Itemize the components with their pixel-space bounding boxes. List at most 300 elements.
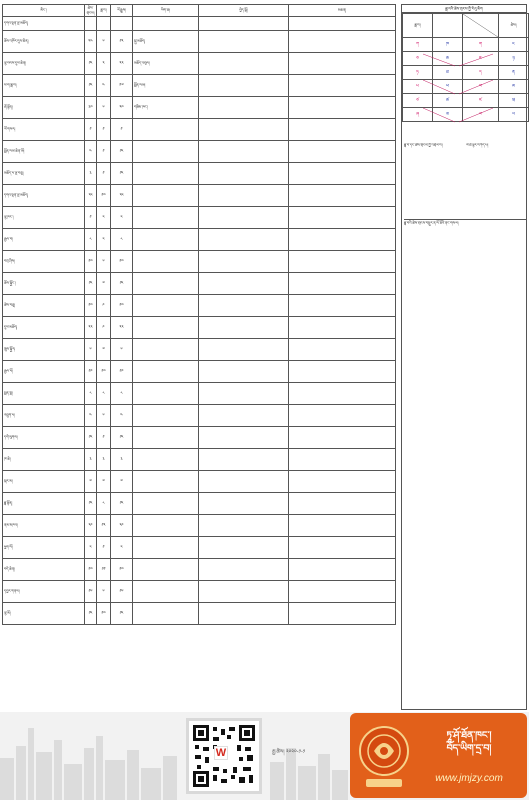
cell-activity (199, 317, 289, 339)
side-cell (463, 66, 499, 80)
cell-history: ༡༥ (111, 603, 133, 625)
cell-number: ༡༠ (85, 559, 97, 581)
cell-note (289, 207, 396, 229)
cell-month: ༦ (97, 31, 111, 53)
cell-history: ༢༢ (111, 53, 133, 75)
cell-name: སྨོན་ལམ་ཆེན་མོ། (3, 141, 85, 163)
cell-name: ས་ག་ཟླ་བ། (3, 75, 85, 97)
cell-name: མཆོད་པ་ལྔ་བཅུ། (3, 163, 85, 185)
qr-code[interactable] (186, 718, 262, 794)
table-row (3, 581, 396, 603)
brand-title-line-1: ཏཱ་ཤོ་ཐོན་ཁང་། (446, 730, 492, 741)
cell-note (289, 427, 396, 449)
table-row (3, 119, 396, 141)
cell-history: ༡༠ (111, 251, 133, 273)
cell-history: ༡༦ (111, 581, 133, 603)
cell-name: ལྷ་ཁང་། (3, 207, 85, 229)
side-cell (499, 66, 529, 80)
side-mark: ད (479, 69, 482, 75)
cell-activity (199, 493, 289, 515)
cell-number: ༨ (85, 229, 97, 251)
side-row (403, 94, 529, 108)
cell-name: སྨན་བླ། (3, 383, 85, 405)
cell-object (133, 207, 199, 229)
cell-month: ༡༠ (97, 185, 111, 207)
cell-note (289, 493, 396, 515)
cell-month: ༣ (97, 449, 111, 471)
cell-object: སྐུ་མཆོད། (133, 31, 199, 53)
side-row (403, 66, 529, 80)
side-cell (499, 38, 529, 52)
table-row (3, 383, 396, 405)
cell-activity (199, 141, 289, 163)
cell-activity (199, 295, 289, 317)
side-mark: ཆ (445, 55, 450, 61)
table-row (3, 185, 396, 207)
header-number: ཚེས་གྲངས། (85, 5, 97, 17)
cell-number: ༢༩ (85, 515, 97, 537)
side-row (403, 52, 529, 66)
side-mark: ག (478, 41, 483, 47)
side-mark: ཁ (445, 41, 450, 47)
cell-note (289, 295, 396, 317)
cell-activity (199, 163, 289, 185)
cell-name: ཁྲུས་སྐྱོར། (3, 339, 85, 361)
cell-activity (199, 581, 289, 603)
side-col-mid (433, 14, 463, 38)
cell-history: ༡༥ (111, 427, 133, 449)
cell-month: ༦ (97, 405, 111, 427)
cell-note (289, 163, 396, 185)
brand-title (414, 729, 524, 755)
cell-name: འབྲུག་པ། (3, 405, 85, 427)
table-row (3, 449, 396, 471)
side-cell (403, 38, 433, 52)
cell-month: ༦ (97, 251, 111, 273)
cell-number: ༣ (85, 449, 97, 471)
cell-number: ༡༥ (85, 273, 97, 295)
brand-logo-icon (356, 721, 412, 791)
cell-name: དབྱར་གནས། (3, 581, 85, 603)
cell-activity (199, 603, 289, 625)
cell-number: ༡ (85, 119, 97, 141)
side-row (403, 80, 529, 94)
cell-activity (199, 405, 289, 427)
side-mark: ཛ (479, 97, 482, 103)
header-month: ཟླ་བ། (97, 5, 111, 17)
side-cell (433, 108, 463, 122)
side-cell (499, 108, 529, 122)
cell-object (133, 493, 199, 515)
cell-history: ༡༥ (111, 141, 133, 163)
cell-history: ༣ (111, 449, 133, 471)
cell-object (133, 471, 199, 493)
cell-name: དགའ་ལྡན་ལྔ་མཆོད། (3, 185, 85, 207)
cell-object (133, 273, 199, 295)
cell-name: དགེ་ལུགས། (3, 427, 85, 449)
side-cell (463, 38, 499, 52)
side-mark: ཞ (415, 111, 420, 117)
cell-month: ༡ (97, 141, 111, 163)
cell-object (133, 515, 199, 537)
cell-note (289, 383, 396, 405)
side-cell (463, 80, 499, 94)
cell-number: ༡༥ (85, 53, 97, 75)
cell-object (133, 405, 199, 427)
side-row (403, 38, 529, 52)
cell-note (289, 53, 396, 75)
cell-note (289, 581, 396, 603)
cell-number: ༡༥ (85, 603, 97, 625)
side-panel (401, 4, 527, 710)
cell-history: ༡༥ (111, 493, 133, 515)
cell-history: ༥ (111, 537, 133, 559)
cell-number: ༤ (85, 405, 97, 427)
side-cell (499, 52, 529, 66)
cell-note (289, 449, 396, 471)
cell-history: ༡༩ (111, 361, 133, 383)
brand-banner[interactable] (350, 713, 527, 798)
cell-name: དུས་མཆོད། (3, 317, 85, 339)
cell-name: ཚེས་བཅུ། (3, 295, 85, 317)
cell-history: ༤ (111, 405, 133, 427)
side-cell (499, 94, 529, 108)
cell-month: ༡ (97, 119, 111, 141)
cell-month: ༡༠ (97, 361, 111, 383)
cell-name: དགའ་ལྡན་ལྔ་མཆོད། (3, 17, 85, 31)
cell-note (289, 31, 396, 53)
table-row (3, 163, 396, 185)
cell-month: ༡ (97, 427, 111, 449)
cell-number: ༨ (85, 383, 97, 405)
header-history: ལོ་རྒྱུས། (111, 5, 133, 17)
cell-number (85, 17, 97, 31)
cell-object (133, 317, 199, 339)
side-mark: ཝ (511, 97, 516, 103)
cell-name: ཁ་ཆེ། (3, 449, 85, 471)
cell-month: ༦ (97, 97, 111, 119)
cell-number: ༡༠ (85, 251, 97, 273)
side-cell (463, 52, 499, 66)
cell-activity (199, 273, 289, 295)
side-mark: ཕ (446, 83, 449, 89)
side-mark: ཇ (479, 55, 482, 61)
cell-note (289, 75, 396, 97)
cell-name: ནམ་མཁའ། (3, 515, 85, 537)
print-date: རྒྱ་ཚེས། ༢༠༢༠-༡-༡ (272, 749, 306, 755)
side-mark: ཏ (416, 69, 419, 75)
cell-object (133, 581, 199, 603)
cell-history: ༢༢ (111, 317, 133, 339)
cell-note (289, 339, 396, 361)
brand-title-line-2: བོད་ཡིག་དྲ་བ། (446, 743, 492, 754)
cell-note (289, 229, 396, 251)
table-body (3, 17, 396, 625)
side-cell (433, 80, 463, 94)
cell-object (133, 185, 199, 207)
cell-object: མཆོད་འབུལ། (133, 53, 199, 75)
brand-url-link[interactable]: www.jmjzy.com (435, 773, 503, 784)
side-body (403, 38, 529, 122)
cell-object (133, 17, 199, 31)
cell-name: ཟླ་སྟོན། (3, 493, 85, 515)
cell-note (289, 185, 396, 207)
cell-activity (199, 427, 289, 449)
table-header-row (3, 5, 396, 17)
header-name: མིང་། (3, 5, 85, 17)
table-row (3, 361, 396, 383)
cell-history: ༢༠ (111, 97, 133, 119)
cell-number: ༢༤ (85, 31, 97, 53)
cell-name: ལྷ་མོ། (3, 603, 85, 625)
cell-number: ༣ (85, 163, 97, 185)
cell-object (133, 119, 199, 141)
table-row (3, 251, 396, 273)
table-row (3, 295, 396, 317)
cell-number: ༡༦ (85, 581, 97, 603)
side-mark: ཙ (416, 97, 419, 103)
table-row (3, 471, 396, 493)
cell-activity (199, 229, 289, 251)
side-cell (433, 38, 463, 52)
cell-history: ༦ (111, 339, 133, 361)
cell-activity (199, 75, 289, 97)
side-mark: ཐ (446, 69, 449, 75)
cell-month: ༥ (97, 207, 111, 229)
cell-history: ༡༢ (111, 31, 133, 53)
cell-history: ༢༩ (111, 515, 133, 537)
side-cell (463, 94, 499, 108)
cell-activity (199, 17, 289, 31)
cell-history: ༨ (111, 383, 133, 405)
cell-history: ༡༥ (111, 273, 133, 295)
table-row (3, 97, 396, 119)
header-note: མཆན། (289, 5, 396, 17)
side-mark: ཀ (415, 41, 420, 47)
side-col-right: ཚེས། (499, 14, 529, 38)
cell-number: ༡༥ (85, 493, 97, 515)
cell-object (133, 449, 199, 471)
cell-number: ༡༥ (85, 427, 97, 449)
cell-history: ༢༥ (111, 185, 133, 207)
cell-activity (199, 207, 289, 229)
cell-object (133, 361, 199, 383)
cell-note (289, 537, 396, 559)
cell-history: ༥ (111, 207, 133, 229)
cell-number: ༢༥ (85, 185, 97, 207)
cell-note (289, 17, 396, 31)
cell-note (289, 405, 396, 427)
table-row (3, 405, 396, 427)
cell-history: ༡ (111, 119, 133, 141)
cell-activity (199, 97, 289, 119)
cell-name: བཀྲ་ཤིས། (3, 251, 85, 273)
cell-month: ༡༠ (97, 603, 111, 625)
cell-object: གཟིམ་ཁང་། (133, 97, 199, 119)
cell-note (289, 471, 396, 493)
cell-object (133, 295, 199, 317)
cell-number: ༧ (85, 471, 97, 493)
cell-history: ༧ (111, 471, 133, 493)
cell-history: ༡༠ (111, 295, 133, 317)
cell-activity (199, 339, 289, 361)
cell-month: ༧ (97, 273, 111, 295)
cell-note (289, 559, 396, 581)
cell-name: རྒྱལ་པོ། (3, 361, 85, 383)
cell-object (133, 603, 199, 625)
side-mark: ཅ (416, 55, 419, 61)
header-activity: བྱེད་སྒོ། (199, 5, 289, 17)
cell-note (289, 97, 396, 119)
cell-activity (199, 31, 289, 53)
cell-object (133, 251, 199, 273)
cell-activity (199, 251, 289, 273)
side-cell (403, 80, 433, 94)
cell-object: སྨོན་ལམ། (133, 75, 199, 97)
cell-activity (199, 471, 289, 493)
side-note-bottom: ཟླ་བའི་ཚེས་གྲངས་བསྡུར་ན་ལོ་ཐོའི་ནང་གསལ། (404, 219, 526, 227)
cell-month: ༨ (97, 493, 111, 515)
cell-history: ༨ (111, 229, 133, 251)
side-mark: ཚ (445, 97, 450, 103)
table-row (3, 317, 396, 339)
cell-activity (199, 185, 289, 207)
side-col-head (403, 14, 529, 38)
cell-name: ཆོས་སྐྱོང་། (3, 273, 85, 295)
side-mark: ང (512, 41, 515, 47)
side-row (403, 108, 529, 122)
cell-month: ༡ (97, 537, 111, 559)
table-row (3, 273, 396, 295)
cell-activity (199, 515, 289, 537)
cell-history: ༡༥ (111, 163, 133, 185)
side-diagonal-cell (463, 14, 499, 38)
side-cell (499, 80, 529, 94)
table-row (3, 537, 396, 559)
cell-activity (199, 119, 289, 141)
cell-note (289, 603, 396, 625)
table-row (3, 17, 396, 31)
cell-name: ཕྱག་ལོ། (3, 537, 85, 559)
side-mark: ཟ (446, 111, 449, 117)
cell-month: ༡ (97, 163, 111, 185)
cell-month: ༧ (97, 471, 111, 493)
cell-object (133, 141, 199, 163)
side-table (402, 13, 529, 122)
cell-activity (199, 383, 289, 405)
side-cell (403, 94, 433, 108)
cell-name: ལོ་གསར། (3, 119, 85, 141)
cell-note (289, 251, 396, 273)
cell-object (133, 163, 199, 185)
cell-number: ༥ (85, 537, 97, 559)
cell-object (133, 229, 199, 251)
table-row (3, 515, 396, 537)
table-row (3, 559, 396, 581)
side-mark: ཉ (512, 55, 515, 61)
cell-activity (199, 559, 289, 581)
cell-number: ༡ (85, 207, 97, 229)
cell-note (289, 317, 396, 339)
cell-month: ༩ (97, 295, 111, 317)
cell-month: ༤ (97, 75, 111, 97)
side-cell (433, 94, 463, 108)
side-cell (403, 66, 433, 80)
side-mark: ན (512, 69, 515, 75)
side-mark: བ (479, 83, 482, 89)
cell-month: ༨ (97, 383, 111, 405)
cell-number: ༡༩ (85, 361, 97, 383)
cell-number: ༤ (85, 141, 97, 163)
cell-history: ༡༧ (111, 75, 133, 97)
cell-activity (199, 449, 289, 471)
side-cell (403, 52, 433, 66)
cell-month: ༦ (97, 581, 111, 603)
cell-name: ཆོས་འཁོར་དུས་ཆེན། (3, 31, 85, 53)
side-mark: ཡ (511, 111, 516, 117)
cell-number: ༦ (85, 339, 97, 361)
qr-logo-w: W (215, 747, 227, 759)
cell-number: ༣༠ (85, 97, 97, 119)
side-mark: མ (511, 83, 516, 89)
side-header: ཟླ་བའི་ཚེས་གྲངས་ཀྱི་རེའུ་མིག (402, 5, 526, 13)
header-object: ཡིག་ཆ། (133, 5, 199, 17)
cell-object (133, 383, 199, 405)
cell-name: ལྷ་བབས་དུས་ཆེན། (3, 53, 85, 75)
cell-name: རྒྱལ་བ། (3, 229, 85, 251)
table-row (3, 603, 396, 625)
cell-history: ༡༠ (111, 559, 133, 581)
table-row (3, 493, 396, 515)
cell-number: ༡༠ (85, 295, 97, 317)
side-cell (433, 52, 463, 66)
cell-note (289, 141, 396, 163)
cell-activity (199, 53, 289, 75)
cell-object (133, 559, 199, 581)
table-row (3, 427, 396, 449)
cell-activity (199, 537, 289, 559)
cell-note (289, 273, 396, 295)
cell-name: ཞོ་སྟོན། (3, 97, 85, 119)
cell-object (133, 339, 199, 361)
cell-month (97, 17, 111, 31)
table-row (3, 53, 396, 75)
cell-month: ༢ (97, 53, 111, 75)
side-cell (403, 108, 433, 122)
cell-name: སྐར་མ། (3, 471, 85, 493)
cell-object (133, 537, 199, 559)
cell-history (111, 17, 133, 31)
side-mark: འ (479, 111, 482, 117)
side-note-right: ལོ་ཐོ་ལྟར་བཀོད་པ། (466, 143, 489, 147)
cell-month: ༩ (97, 317, 111, 339)
cell-month: ༡༡ (97, 559, 111, 581)
table-row (3, 229, 396, 251)
cell-month: ༡༢ (97, 515, 111, 537)
cell-number: ༡༥ (85, 75, 97, 97)
side-col-left: ཟླ་བ། (403, 14, 433, 38)
cell-note (289, 515, 396, 537)
table-row (3, 75, 396, 97)
table-row (3, 31, 396, 53)
side-cell (433, 66, 463, 80)
cell-number: ༢༢ (85, 317, 97, 339)
table-row (3, 207, 396, 229)
side-mark: པ (416, 83, 419, 89)
cell-object (133, 427, 199, 449)
cell-note (289, 361, 396, 383)
cell-month: ༥ (97, 229, 111, 251)
